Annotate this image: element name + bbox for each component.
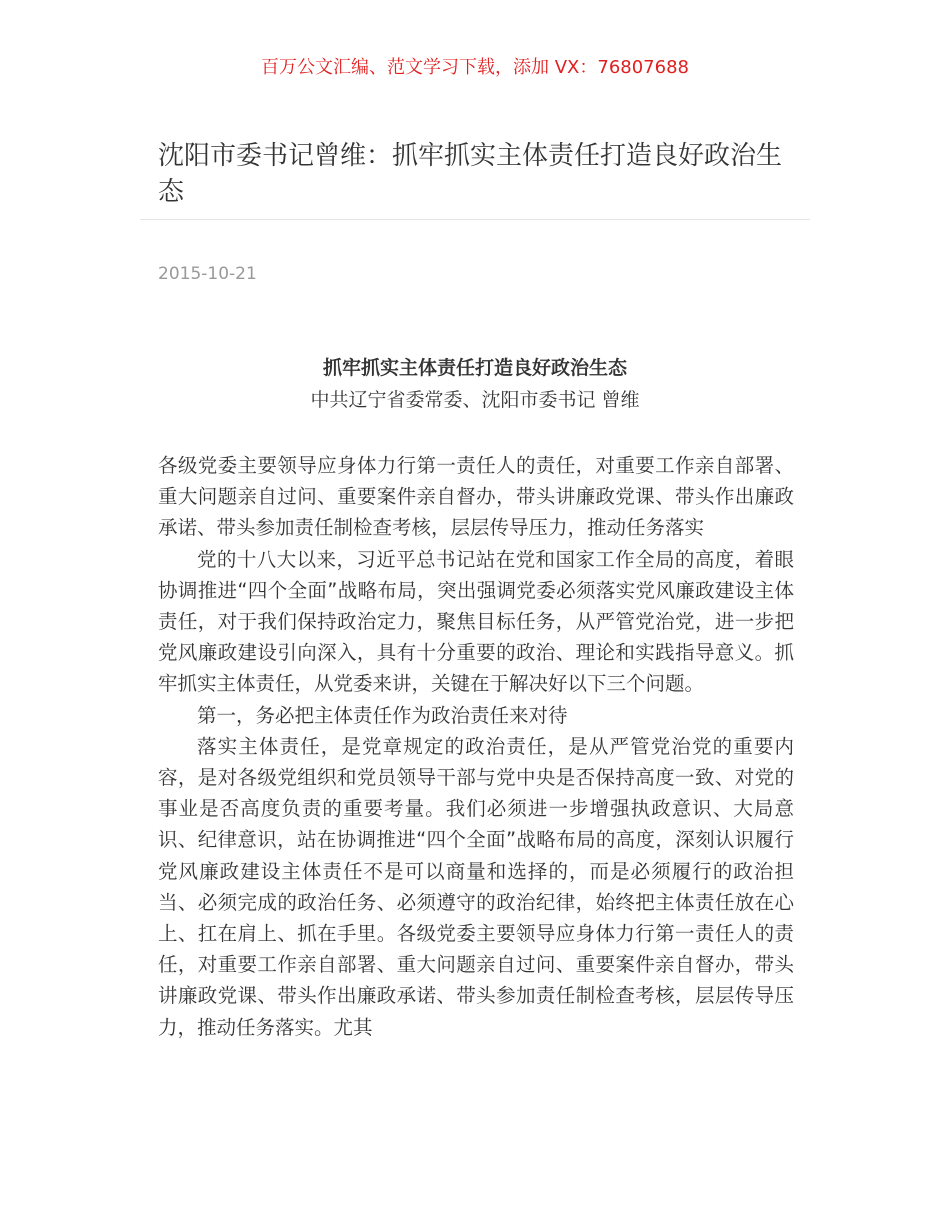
body-paragraph: 落实主体责任，是党章规定的政治责任，是从严管党治党的重要内容，是对各级党组织和党员领导干部与党中央是否保持高度一致、对党的事业是否高度负责的重要考量。我们必须进一步增强执政意识、大局意识、纪律意识，站在协调推进“四个全面”战略布局的高度，深刻认识履行党风廉政建设主体责任不是可以商量和选择的，而是必须履行的政治担当、必须完成的政治任务、必须遵守的政治纪律，始终把主体责任放在心上、扛在肩上、抓在手里。各级党委主要领导应身体力行第一责任人的责任，对重要工作亲自部署、重大问题亲自过问、重要案件亲自督办，带头讲廉政党课、带头作出廉政承诺、带头参加责任制检查考核，层层传导压力，推动任务落实。尤其	[158, 734, 794, 1039]
body-paragraph-summary: 各级党委主要领导应身体力行第一责任人的责任，对重要工作亲自部署、重大问题亲自过问、重要案件亲自督办，带头讲廉政党课、带头作出廉政承诺、带头参加责任制检查考核，层层传导压力，推动任务落实	[158, 454, 794, 540]
article-body	[158, 450, 794, 1043]
article-title: 沈阳市委书记曾维：抓牢抓实主体责任打造良好政治生态	[158, 141, 783, 207]
article-date: 2015-10-21	[158, 264, 257, 284]
article-subtitle: 抓牢抓实主体责任打造良好政治生态	[322, 357, 627, 379]
author-byline: 中共辽宁省委常委、沈阳市委书记 曾维	[310, 389, 640, 411]
body-paragraph: 党的十八大以来，习近平总书记站在党和国家工作全局的高度，着眼协调推进“四个全面”战略布局，突出强调党委必须落实党风廉政建设主体责任，对于我们保持政治定力，聚焦目标任务，从严管党治党，进一步把党风廉政建设引向深入，具有十分重要的政治、理论和实践指导意义。抓牢抓实主体责任，从党委来讲，关键在于解决好以下三个问题。	[158, 547, 794, 696]
section-heading: 第一，务必把主体责任作为政治责任来对待	[197, 703, 568, 727]
title-divider	[140, 219, 810, 220]
promo-banner: 百万公文汇编、范文学习下载，添加 VX：76807688	[261, 57, 689, 78]
